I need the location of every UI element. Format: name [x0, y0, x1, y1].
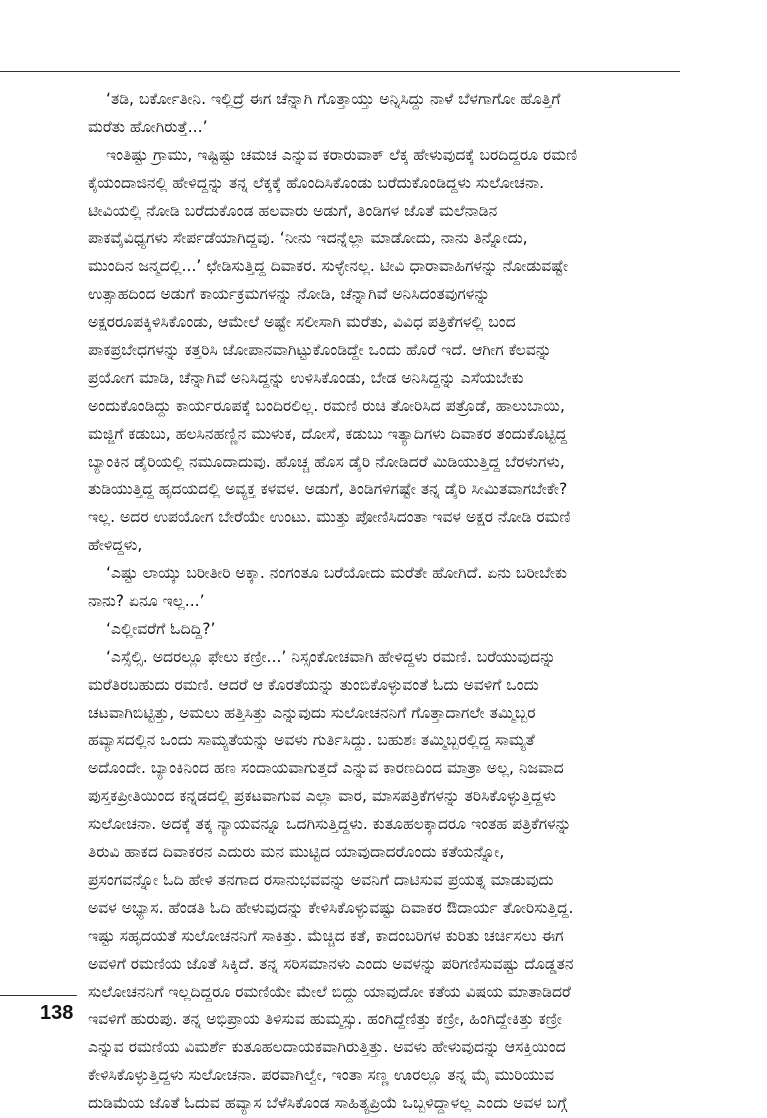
text-line: ಉತ್ಸಾಹದಿಂದ ಅಡುಗೆ ಕಾರ್ಯಕ್ರಮಗಳನ್ನು ನೋಡಿ, ಚೆನ್ನಾಗಿವೆ ಅನಿಸಿದಂತವುಗಳನ್ನು [88, 285, 491, 304]
text-line: ನಾನು? ಏನೂ ಇಲ್ಲ...’ [88, 592, 205, 611]
text-line: ಇವಳಿಗೆ ಹುರುಪು. ತನ್ನ ಅಭಿಪ್ರಾಯ ತಿಳಿಸುವ ಹುಮ್ಮಸ್ಸು. ಹಂಗಿದ್ದೆಣಿತ್ತು ಕಣ್ರೀ, ಹಿಂಗಿದ್ದೇಕಿತ್ತು ಕಣ್ರೀ [88, 1010, 563, 1029]
text-line: ಅವಳಿಗೆ ರಮಣಿಯ ಜೊತೆ ಸಿಕ್ಕಿದೆ. ತನ್ನ ಸರಿಸಮಾನಳು ಎಂದು ಅವಳನ್ನು ಪರಿಗಣಿಸುವಷ್ಟು ದೊಡ್ಡತನ [88, 954, 574, 973]
body-text [88, 86, 682, 1118]
text-line: ಮರೆತು ಹೋಗಿರುತ್ತೆ...’ [88, 117, 208, 136]
text-line: ಹವ್ಯಾಸದಲ್ಲಿನ ಒಂದು ಸಾಮ್ಯತೆಯನ್ನು ಅವಳು ಗುರ್ತಿಸಿದ್ದು. ಬಹುಶಃ ತಮ್ಮಿಬ್ಬರಲ್ಲಿದ್ದ ಸಾಮ್ಯತೆ [88, 731, 535, 750]
text-line: ಟೀವಿಯಲ್ಲಿ ನೋಡಿ ಬರೆದುಕೊಂಡ ಹಲವಾರು ಅಡುಗೆ, ತಿಂಡಿಗಳ ಜೊತೆ ಮಲೆನಾಡಿನ [88, 201, 498, 220]
text-line: ಬ್ಯಾಂಕಿನ ಡೈರಿಯಲ್ಲಿ ನಮೂದಾದುವು. ಹೊಚ್ಚ ಹೊಸ ಡೈರಿ ನೋಡಿದರೆ ಮಿಡಿಯುತ್ತಿದ್ದ ಬೆರಳುಗಳು, [88, 452, 565, 471]
text-line: ಹೇಳಿದ್ದಳು, [88, 536, 143, 555]
header-rule [0, 71, 680, 72]
text-line: ಕೈಯಂದಾಜಿನಲ್ಲಿ ಹೇಳಿದ್ದನ್ನು ತನ್ನ ಲೆಕ್ಕಕ್ಕೆ ಹೊಂದಿಸಿಕೊಂಡು ಬರೆದುಕೊಂಡಿದ್ದಳು ಸುಲೋಚನಾ. [88, 173, 545, 192]
text-line: ಅದೊಂದೇ. ಬ್ಯಾಂಕಿನಿಂದ ಹಣ ಸಂದಾಯವಾಗುತ್ತದೆ ಎನ್ನುವ ಕಾರಣದಿಂದ ಮಾತ್ರಾ ಅಲ್ಲ, ನಿಜವಾದ [88, 759, 564, 778]
text-line: ಕೇಳಿಸಿಕೊಳ್ಳುತ್ತಿದ್ದಳು ಸುಲೋಚನಾ. ಪರವಾಗಿಲ್ವೇ, ಇಂತಾ ಸಣ್ಣ ಊರಲ್ಲೂ ತನ್ನ ಮೈ ಮುರಿಯುವ [88, 1066, 555, 1085]
text-line: ಸುಲೋಚನಾ. ಅದಕ್ಕೆ ತಕ್ಕ ನ್ಯಾಯವನ್ನೂ ಒದಗಿಸುತ್ತಿದ್ದಳು. ಕುತೂಹಲಕ್ಕಾದರೂ ಇಂತಹ ಪತ್ರಿಕೆಗಳನ್ನು [88, 815, 572, 834]
text-line: ಅಕ್ಷರರೂಪಕ್ಕಿಳಿಸಿಕೊಂಡು, ಆಮೇಲೆ ಅಷ್ಟೇ ಸಲೀಸಾಗಿ ಮರೆತು, ವಿವಿಧ ಪತ್ರಿಕೆಗಳಲ್ಲಿ ಬಂದ [88, 313, 516, 332]
text-line: ‘ಎಸ್ಸೆಲ್ಸಿ. ಅದರಲ್ಲೂ ಫೇಲು ಕಣ್ರೀ...’ ನಿಸ್ಸಂಕೋಚವಾಗಿ ಹೇಳಿದ್ದಳು ರಮಣಿ. ಬರೆಯುವುದನ್ನು [106, 647, 556, 666]
text-line: ‘ಎಷ್ಟು ಲಾಯ್ಕು ಬರೀತೀರಿ ಅಕ್ಕಾ. ನಂಗಂತೂ ಬರೆಯೋದು ಮರೆತೇ ಹೋಗಿದೆ. ಏನು ಬರೀಬೇಕು [106, 564, 567, 583]
text-line: ‘ಎಲ್ಲೀವರೆಗೆ ಓದಿದ್ದಿ?’ [106, 619, 216, 638]
text-line: ಅವಳ ಅಭ್ಯಾಸ. ಹೆಂಡತಿ ಓದಿ ಹೇಳುವುದನ್ನು ಕೇಳಿಸಿಕೊಳ್ಳುವಷ್ಟು ದಿವಾಕರ ಔದಾರ್ಯ ತೋರಿಸುತ್ತಿದ್ದ. [88, 898, 574, 917]
text-line: ಇಷ್ಟು ಸಹೃದಯತೆ ಸುಲೋಚನನಿಗೆ ಸಾಕಿತ್ತು. ಮೆಚ್ಚಿದ ಕತೆ, ಕಾದಂಬರಿಗಳ ಕುರಿತು ಚರ್ಚಿಸಲು ಈಗ [88, 926, 564, 945]
text-line: ಮಜ್ಜಿಗೆ ಕಡುಬು, ಹಲಸಿನಹಣ್ಣಿನ ಮುಳುಕ, ದೋಸೆ, ಕಡುಬು ಇತ್ಯಾದಿಗಳು ದಿವಾಕರ ತಂದುಕೊಟ್ಟಿದ್ದ [88, 424, 568, 443]
text-line: ಮರೆತಿರಬಹುದು ರಮಣಿ. ಆದರೆ ಆ ಕೊರತೆಯನ್ನು ತುಂಬಿಕೊಳ್ಳುವಂತೆ ಓದು ಅವಳಿಗೆ ಒಂದು [88, 675, 539, 694]
text-line: ಇಂತಿಷ್ಟು ಗ್ರಾಮು, ಇಷ್ಟಿಷ್ಟು ಚಮಚ ಎನ್ನುವ ಕರಾರುವಾಕ್ ಲೆಕ್ಕ ಹೇಳುವುದಕ್ಕೆ ಬರದಿದ್ದರೂ ರಮಣಿ [106, 145, 578, 164]
page-number: 138 [40, 1002, 74, 1024]
text-line: ದುಡಿಮೆಯ ಜೊತೆ ಓದುವ ಹವ್ಯಾಸ ಬೆಳೆಸಿಕೊಂಡ ಸಾಹಿತ್ಯಪ್ರಿಯೆ ಒಬ್ಬಳಿದ್ದಾಳಲ್ಲ ಎಂದು ಅವಳ ಬಗ್ಗೆ [88, 1094, 568, 1113]
footer-rule [0, 995, 77, 996]
text-line: ‘ತಡಿ, ಬರ್ಕೋತೀನಿ. ಇಲ್ಲಿದ್ರೆ ಈಗ ಚೆನ್ನಾಗಿ ಗೊತ್ತಾಯ್ತು ಅನ್ನಿಸಿದ್ದು ನಾಳೆ ಬೆಳಗಾಗೋ ಹೊತ್ತಿಗೆ [106, 90, 561, 108]
text-line: ಮುಂದಿನ ಜನ್ಮದಲ್ಲಿ...’ ಛೇಡಿಸುತ್ತಿದ್ದ ದಿವಾಕರ. ಸುಳ್ಳೇನಲ್ಲ. ಟೀವಿ ಧಾರಾವಾಹಿಗಳನ್ನು ನೋಡುವಷ್ಟೇ [88, 257, 569, 276]
text-line: ತುಡಿಯುತ್ತಿದ್ದ ಹೃದಯದಲ್ಲಿ ಅವ್ಯಕ್ತ ಕಳವಳ. ಅಡುಗೆ, ತಿಂಡಿಗಳಿಗಷ್ಟೇ ತನ್ನ ಡೈರಿ ಸೀಮಿತವಾಗಬೇಕೇ? [88, 480, 568, 499]
text-line: ಚಟವಾಗಿಬಿಟ್ಟಿತ್ತು, ಅಮಲು ಹತ್ತಿಸಿತ್ತು ಎನ್ನುವುದು ಸುಲೋಚನನಿಗೆ ಗೊತ್ತಾದಾಗಲೇ ತಮ್ಮಿಬ್ಬರ [88, 703, 536, 722]
text-line: ಇಲ್ಲ. ಅದರ ಉಪಯೋಗ ಬೇರೆಯೇ ಉಂಟು. ಮುತ್ತು ಪೋಣಿಸಿದಂತಾ ಇವಳ ಅಕ್ಷರ ನೋಡಿ ರಮಣಿ [88, 508, 571, 527]
text-line: ಪ್ರಯೋಗ ಮಾಡಿ, ಚೆನ್ನಾಗಿವೆ ಅನಿಸಿದ್ದನ್ನು ಉಳಿಸಿಕೊಂಡು, ಬೇಡ ಅನಿಸಿದ್ದನ್ನು ಎಸೆಯಬೇಕು [88, 368, 524, 387]
text-line: ಪಾಕವೈವಿಧ್ಯಗಳು ಸೇರ್ಪಡೆಯಾಗಿದ್ದವು. ‘ನೀನು ಇದನ್ನೆಲ್ಲಾ ಮಾಡೋದು, ನಾನು ತಿನ್ನೋದು, [88, 229, 528, 248]
text-line: ಎನ್ನುವ ರಮಣಿಯ ವಿಮರ್ಶೆ ಕುತೂಹಲದಾಯಕವಾಗಿರುತ್ತಿತ್ತು. ಅವಳು ಹೇಳುವುದನ್ನು ಆಸಕ್ತಿಯಿಂದ [88, 1038, 566, 1057]
text-line: ಪುಸ್ತಕಪ್ರೀತಿಯಿಂದ ಕನ್ನಡದಲ್ಲಿ ಪ್ರಕಟವಾಗುವ ಎಲ್ಲಾ ವಾರ, ಮಾಸಪತ್ರಿಕೆಗಳನ್ನು ತರಿಸಿಕೊಳ್ಳುತ್ತಿದ್ದಳು [88, 787, 556, 806]
text-line: ಪ್ರಸಂಗವನ್ನೋ ಓದಿ ಹೇಳಿ ತನಗಾದ ರಸಾನುಭವವನ್ನು ಅವನಿಗೆ ದಾಟಿಸುವ ಪ್ರಯತ್ನ ಮಾಡುವುದು [88, 870, 554, 889]
text-line: ತಿರುವಿ ಹಾಕದ ದಿವಾಕರನ ಎದುರು ಮನ ಮುಟ್ಟಿದ ಯಾವುದಾದರೊಂದು ಕತೆಯನ್ನೋ, [88, 843, 505, 862]
text-line: ಅಂದುಕೊಂಡಿದ್ದು ಕಾರ್ಯರೂಪಕ್ಕೆ ಬಂದಿರಲಿಲ್ಲ. ರಮಣಿ ರುಚಿ ತೋರಿಸಿದ ಪತ್ರೊಡೆ, ಹಾಲುಬಾಯಿ, [88, 396, 565, 415]
text-line: ಸುಲೋಚನನಿಗೆ ಇಲ್ಲದಿದ್ದರೂ ರಮಣಿಯೇ ಮೇಲೆ ಬಿದ್ದು ಯಾವುದೋ ಕತೆಯ ವಿಷಯ ಮಾತಾಡಿದರೆ [88, 982, 571, 1001]
text-line: ಪಾಕಪ್ರಬೇಧಗಳನ್ನು ಕತ್ತರಿಸಿ ಜೋಪಾನವಾಗಿಟ್ಟುಕೊಂಡಿದ್ದೇ ಒಂದು ಹೊರೆ ಇದೆ. ಆಗೀಗ ಕೆಲವನ್ನು [88, 341, 552, 360]
